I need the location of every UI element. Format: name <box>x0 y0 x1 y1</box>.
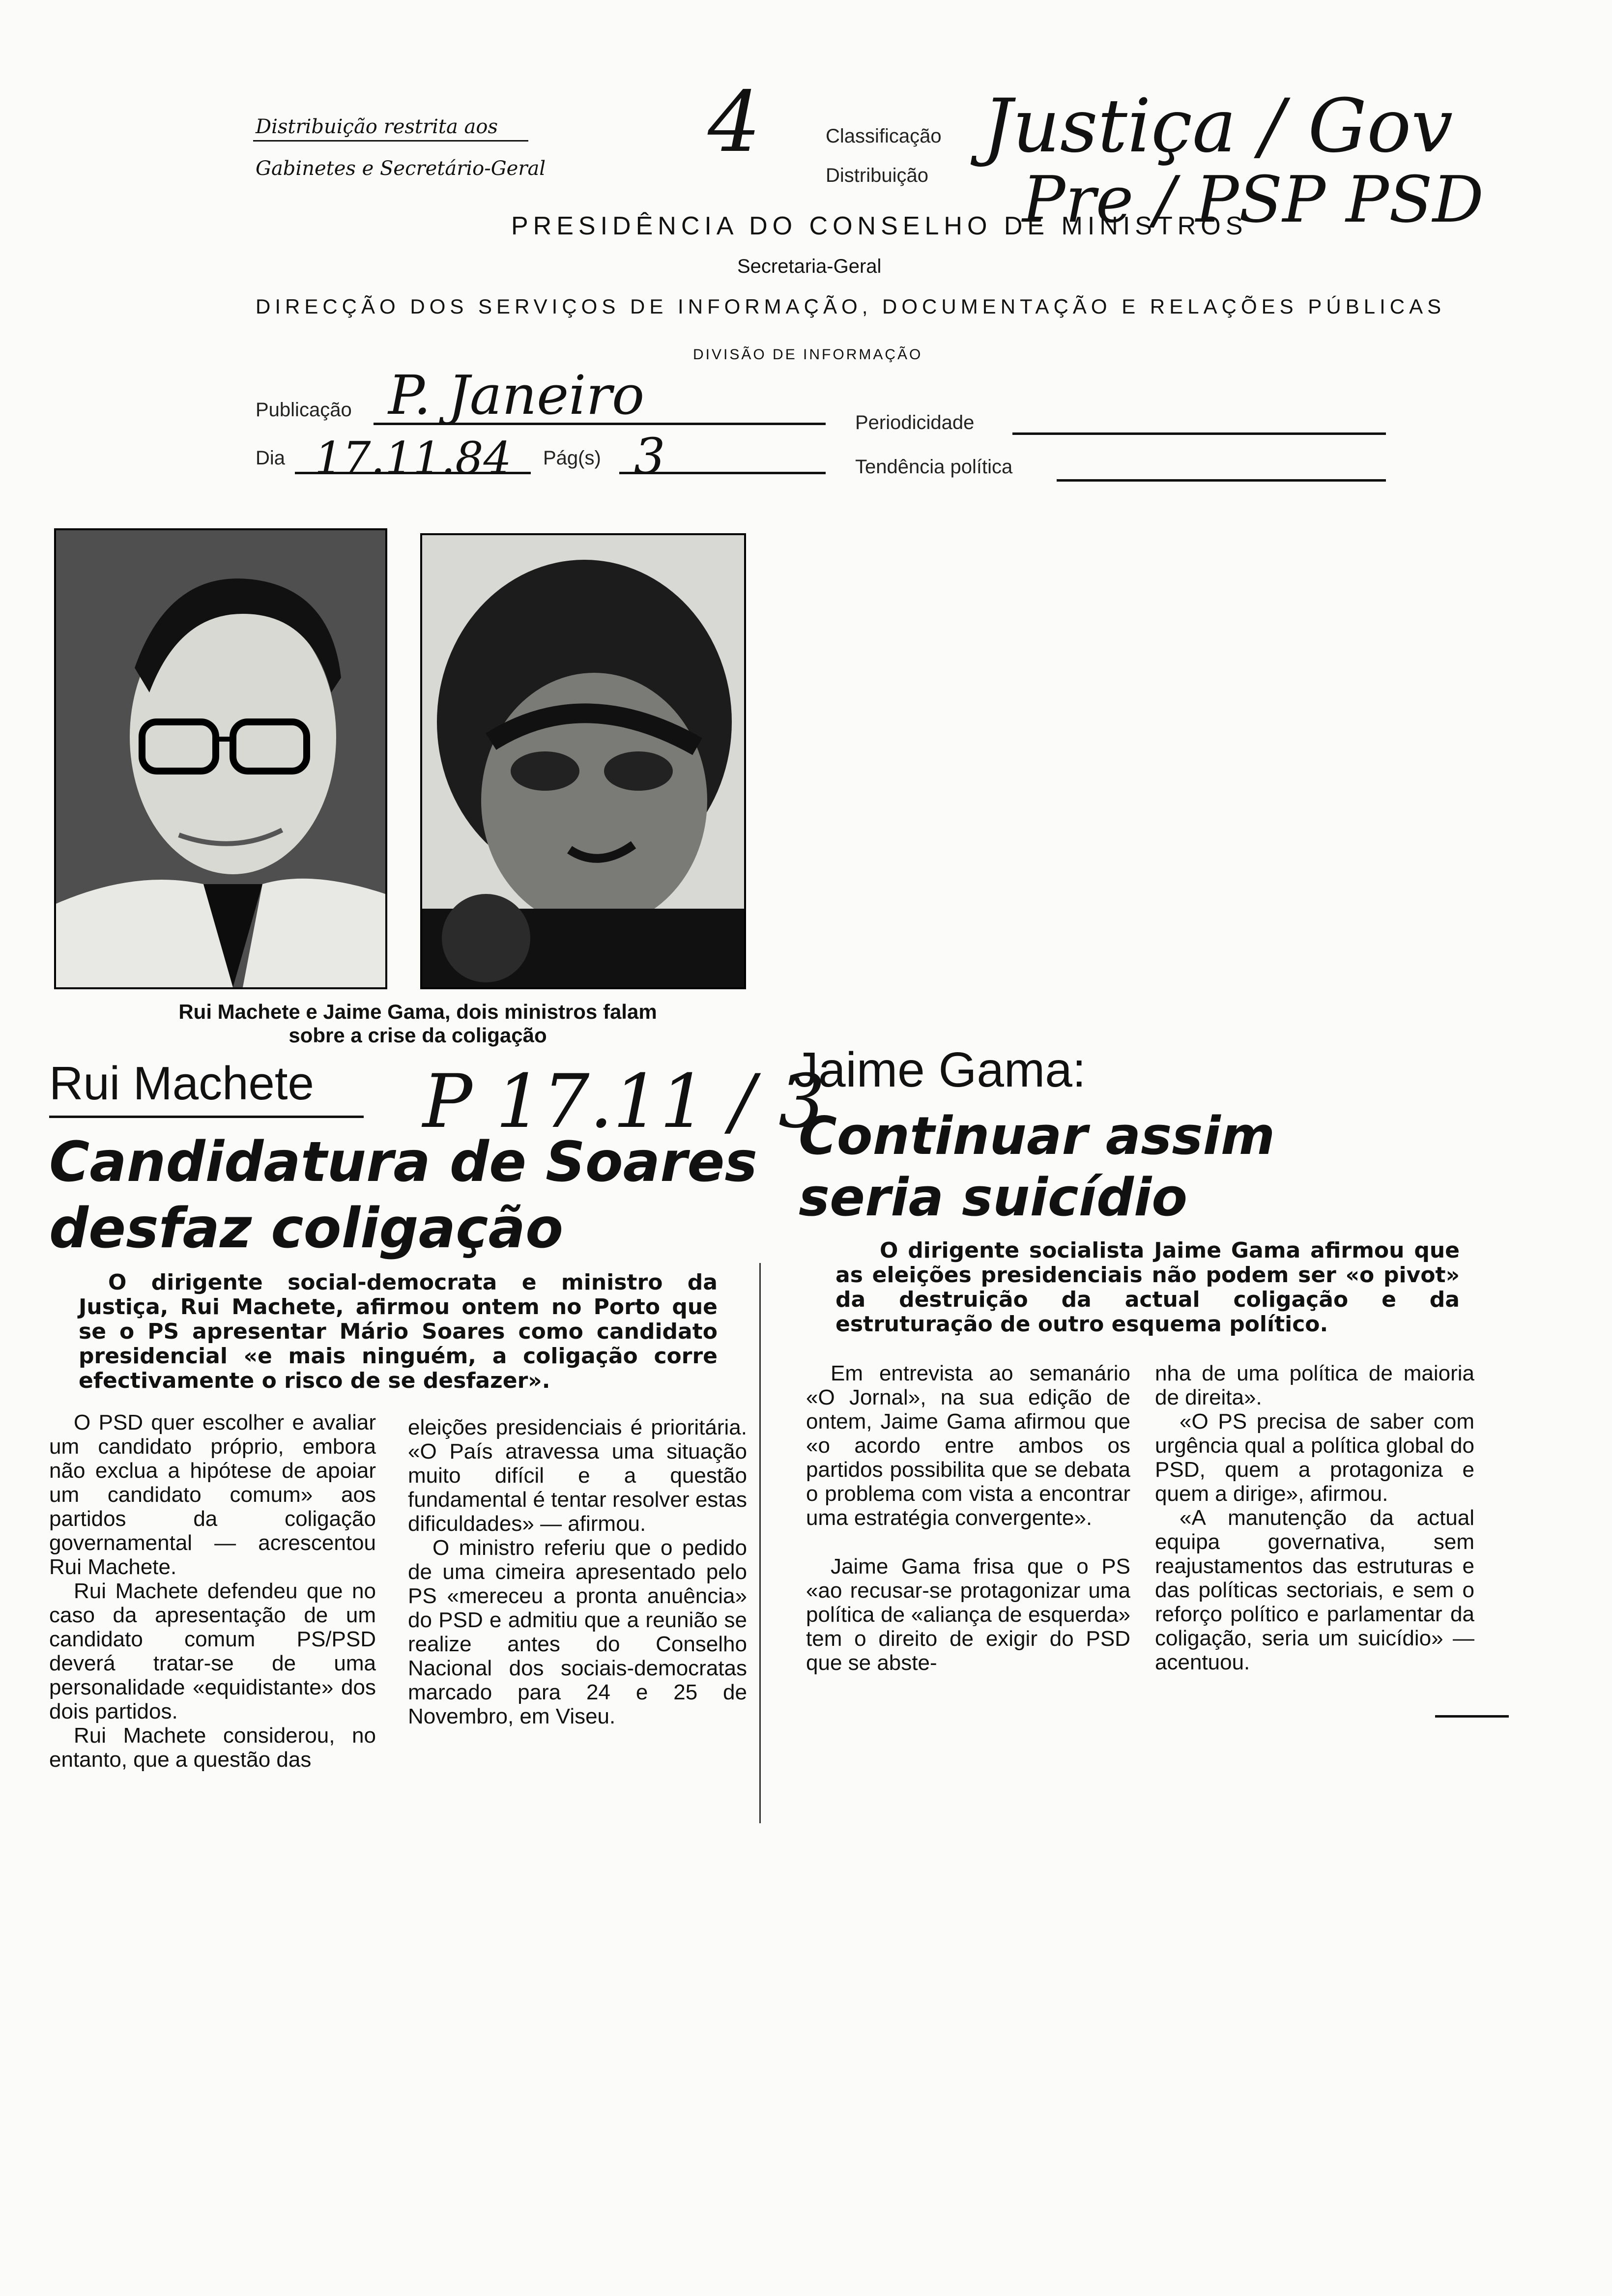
left-kicker-rule <box>49 1116 364 1118</box>
left-headline-line1: Candidatura de Soares <box>49 1130 758 1194</box>
day-line <box>295 472 531 474</box>
right-headline-line2: seria suicídio <box>799 1167 1188 1228</box>
photo-rui-machete <box>54 528 387 989</box>
distribution-underline <box>253 140 528 142</box>
end-mark <box>1435 1715 1509 1718</box>
publication-line <box>374 423 826 425</box>
handwritten-page-annotation: P 17.11 / 3 <box>423 1059 826 1145</box>
left-article-kicker: Rui Machete <box>49 1057 314 1110</box>
institution-title: PRESIDÊNCIA DO CONSELHO DE MINISTROS <box>511 212 1248 240</box>
right-col1-paragraph-1: Em entrevista ao semanário «O Jornal», na sua edição de ontem, Jaime Gama afirmou que «o acordo entre ambos os partidos possibilita que se debata o problema com vista a encontrar uma estratégia convergente». <box>806 1361 1130 1530</box>
right-col2-paragraph-3: «A manutenção da actual equipa governativa, sem reajustamentos das estruturas e das políticas sectoriais, e sem o reforço político e parlamentar da coligação, seria um suicídio» — acentuou. <box>1155 1506 1474 1674</box>
right-col2-paragraph-2: «O PS precisa de saber com urgência qual a política global do PSD, quem a protagoniza e quem a dirige», afirmou. <box>1155 1409 1474 1506</box>
tendency-line <box>1057 479 1386 482</box>
secretariat-title: Secretaria-Geral <box>737 256 882 277</box>
distribution-handwritten: Pre / PSP PSD <box>1022 162 1484 237</box>
distribution-restricted-line1: Distribuição restrita aos <box>256 115 498 138</box>
left-col2-paragraph-1: eleições presidenciais é prioritária. «O País atravessa uma situação muito difícil e a questão fundamental é tentar resolver estas dificuldades» — afirmou. <box>408 1415 747 1536</box>
day-handwritten: 17.11.84 <box>315 432 512 484</box>
tendency-label: Tendência política <box>855 456 1013 478</box>
left-col1-paragraph-3: Rui Machete considerou, no entanto, que a questão das <box>49 1723 376 1772</box>
left-article-column-1 <box>49 1410 376 1772</box>
photo-caption-line1: Rui Machete e Jaime Gama, dois ministros falam <box>178 1000 657 1023</box>
direction-title: DIRECÇÃO DOS SERVIÇOS DE INFORMAÇÃO, DOCUMENTAÇÃO E RELAÇÕES PÚBLICAS <box>256 295 1446 318</box>
left-col1-paragraph-2: Rui Machete defendeu que no caso da apresentação de um candidato comum PS/PSD deverá tratar-se de uma personalidade «equidistante» dos dois partidos. <box>49 1579 376 1723</box>
right-article-column-1 <box>806 1361 1130 1675</box>
periodicity-line <box>1012 432 1386 435</box>
publication-handwritten: P. Janeiro <box>388 364 645 427</box>
left-col1-paragraph-1: O PSD quer escolher e avaliar um candidato próprio, embora não exclua a hipótese de apoiar um candidato comum» aos partidos da coligação governamental — acrescentou Rui Machete. <box>49 1410 376 1579</box>
periodicity-label: Periodicidade <box>855 412 975 433</box>
photo-jaime-gama <box>420 533 746 989</box>
photo-caption-line2: sobre a crise da coligação <box>288 1024 547 1047</box>
distribution-label: Distribuição <box>826 165 928 186</box>
right-col2-paragraph-1: nha de uma política de maioria de direita». <box>1155 1361 1474 1409</box>
folder-number: 4 <box>708 74 761 171</box>
right-headline-line1: Continuar assim <box>799 1106 1275 1166</box>
day-label: Dia <box>256 447 286 469</box>
photo-caption <box>123 1000 713 1047</box>
division-title: DIVISÃO DE INFORMAÇÃO <box>693 346 923 363</box>
right-article-column-2 <box>1155 1361 1474 1674</box>
left-article-column-2 <box>408 1415 747 1728</box>
pages-line <box>619 472 826 474</box>
right-article-kicker: Jaime Gama: <box>794 1042 1086 1097</box>
portrait-jaime-gama-image <box>422 535 744 987</box>
portrait-rui-machete-image <box>56 530 385 987</box>
column-separator <box>759 1263 761 1823</box>
right-article-lead: O dirigente socialista Jaime Gama afirmou que as eleições presidenciais não podem ser «o pivot» da destruição da actual coligação e da estruturação de outro esquema político. <box>835 1238 1460 1337</box>
distribution-restricted-line2: Gabinetes e Secretário-Geral <box>256 157 546 180</box>
right-col1-paragraph-2: Jaime Gama frisa que o PS «ao recusar-se protagonizar uma política de «aliança de esquerda» tem o direito de exigir do PSD que se abste- <box>806 1554 1130 1675</box>
classification-label: Classificação <box>826 125 942 147</box>
publication-label: Publicação <box>256 399 352 421</box>
pages-label: Pág(s) <box>543 447 601 469</box>
left-article-lead: O dirigente social-democrata e ministro da Justiça, Rui Machete, afirmou ontem no Porto que se o PS apresentar Mário Soares como candidato presidencial «e mais ninguém, a coligação corre efectivamente o risco de se desfazer». <box>79 1270 718 1393</box>
left-col2-paragraph-2: O ministro referiu que o pedido de uma cimeira apresentado pelo PS «mereceu a pronta anuência» do PSD e admitiu que a reunião se realize antes do Conselho Nacional dos sociais-democratas marcado para 24 e 25 de Novembro, em Viseu. <box>408 1536 747 1728</box>
classification-handwritten: Justiça / Gov <box>983 84 1453 169</box>
pages-handwritten: 3 <box>634 428 665 485</box>
left-headline-line2: desfaz coligação <box>49 1197 564 1261</box>
